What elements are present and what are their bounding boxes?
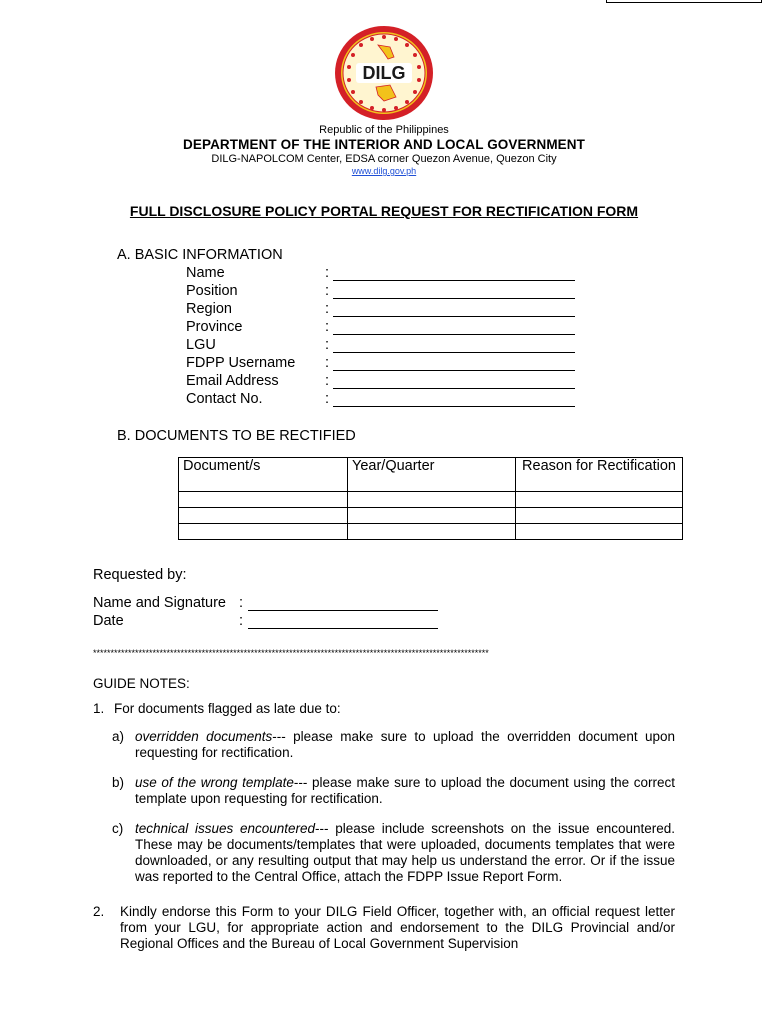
note-marker: a) [112, 729, 125, 744]
field-label: Contact No. [186, 391, 263, 407]
field-region[interactable] [186, 301, 586, 319]
field-label: Region [186, 301, 232, 317]
date-row[interactable] [93, 613, 453, 631]
form-title: FULL DISCLOSURE POLICY PORTAL REQUEST FOR RECTIFICATION FORM [129, 203, 639, 219]
field-fdpp-username[interactable] [186, 355, 586, 373]
email-input-line[interactable] [333, 388, 575, 389]
date-input-line[interactable] [248, 628, 438, 629]
table-cell[interactable] [348, 492, 516, 508]
table-cell[interactable] [179, 492, 348, 508]
date-label: Date [93, 613, 124, 629]
table-cell[interactable] [348, 508, 516, 524]
name-signature-row[interactable] [93, 595, 453, 613]
table-row [179, 524, 683, 540]
note-text: Kindly endorse this Form to your DILG Field Officer, together with, an official request letter from your LGU, for appropriate action and endorsement to the DILG Provincial and/or Regional Offices and the Bureau of Local Government Supervision [120, 904, 675, 951]
field-colon: : [325, 283, 330, 299]
field-colon: : [239, 613, 244, 629]
field-province[interactable] [186, 319, 586, 337]
note-number: 2. [93, 904, 105, 919]
field-email-address[interactable] [186, 373, 586, 391]
field-label: Position [186, 283, 238, 299]
field-label: Name [186, 265, 225, 281]
field-colon: : [325, 355, 330, 371]
guide-notes-heading: GUIDE NOTES: [93, 676, 190, 691]
department-address: DILG-NAPOLCOM Center, EDSA corner Quezon Avenue, Quezon City [211, 153, 557, 165]
field-colon: : [325, 301, 330, 317]
field-colon: : [325, 319, 330, 335]
website-link[interactable]: www.dilg.gov.ph [351, 166, 417, 176]
table-header-row [179, 458, 683, 492]
table-cell[interactable] [179, 508, 348, 524]
field-label: LGU [186, 337, 216, 353]
field-colon: : [325, 337, 330, 353]
separator-line: ***************************************************************************************************************** [93, 648, 489, 658]
section-a-heading: A. BASIC INFORMATION [117, 247, 283, 263]
field-colon: : [325, 373, 330, 389]
field-label: FDPP Username [186, 355, 296, 371]
documents-table [178, 457, 683, 540]
table-cell[interactable] [516, 524, 683, 540]
note-lead: use of the wrong template [135, 775, 294, 790]
note-lead: overridden documents [135, 729, 273, 744]
contact-input-line[interactable] [333, 406, 575, 407]
field-colon: : [325, 391, 330, 407]
field-label: Province [186, 319, 243, 335]
table-cell[interactable] [179, 524, 348, 540]
field-label: Email Address [186, 373, 279, 389]
field-position[interactable] [186, 283, 586, 301]
guide-note-1 [93, 701, 341, 717]
field-name[interactable] [186, 265, 586, 283]
position-input-line[interactable] [333, 298, 575, 299]
guide-note-1c [112, 821, 675, 885]
republic-line: Republic of the Philippines [319, 124, 449, 136]
note-number: 1. [93, 701, 105, 716]
note-text: --- please make sure to upload the document using the correct template upon requesting for rectification. [135, 775, 676, 806]
region-input-line[interactable] [333, 316, 575, 317]
note-text: For documents flagged as late due to: [114, 701, 341, 716]
signature-input-line[interactable] [248, 610, 438, 611]
field-colon: : [325, 265, 330, 281]
field-colon: : [239, 595, 244, 611]
column-header-reason: Reason for Rectification [516, 458, 683, 492]
note-lead: technical issues encountered [135, 821, 316, 836]
fdpp-username-input-line[interactable] [333, 370, 575, 371]
table-row [179, 492, 683, 508]
corner-box [606, 0, 762, 3]
note-text: --- please make sure to upload the overridden document upon requesting for rectification. [135, 729, 675, 760]
note-text: --- please include screenshots on the issue encountered. These may be documents/templates that were uploaded, documents templates that were downloaded, or any resulting output that may help us understand the error. Or if the issue was reported to the Central Office, attach the FDPP Issue Report Form. [135, 821, 676, 884]
guide-note-1a [112, 729, 675, 761]
note-marker: c) [112, 821, 124, 836]
seal-text: DILG [362, 63, 406, 83]
name-input-line[interactable] [333, 280, 575, 281]
table-cell[interactable] [516, 508, 683, 524]
field-lgu[interactable] [186, 337, 586, 355]
column-header-documents: Document/s [179, 458, 348, 492]
dilg-seal-icon [334, 25, 434, 121]
table-cell[interactable] [516, 492, 683, 508]
table-cell[interactable] [348, 524, 516, 540]
section-b-heading: B. DOCUMENTS TO BE RECTIFIED [117, 428, 356, 444]
requested-by-label: Requested by: [93, 567, 187, 583]
guide-note-1b [112, 775, 675, 807]
field-contact-no[interactable] [186, 391, 586, 409]
lgu-input-line[interactable] [333, 352, 575, 353]
province-input-line[interactable] [333, 334, 575, 335]
name-signature-label: Name and Signature [93, 595, 226, 611]
guide-note-2 [93, 904, 675, 952]
table-row [179, 508, 683, 524]
department-name: DEPARTMENT OF THE INTERIOR AND LOCAL GOVERNMENT [183, 137, 585, 152]
column-header-year-quarter: Year/Quarter [348, 458, 516, 492]
note-marker: b) [112, 775, 125, 790]
